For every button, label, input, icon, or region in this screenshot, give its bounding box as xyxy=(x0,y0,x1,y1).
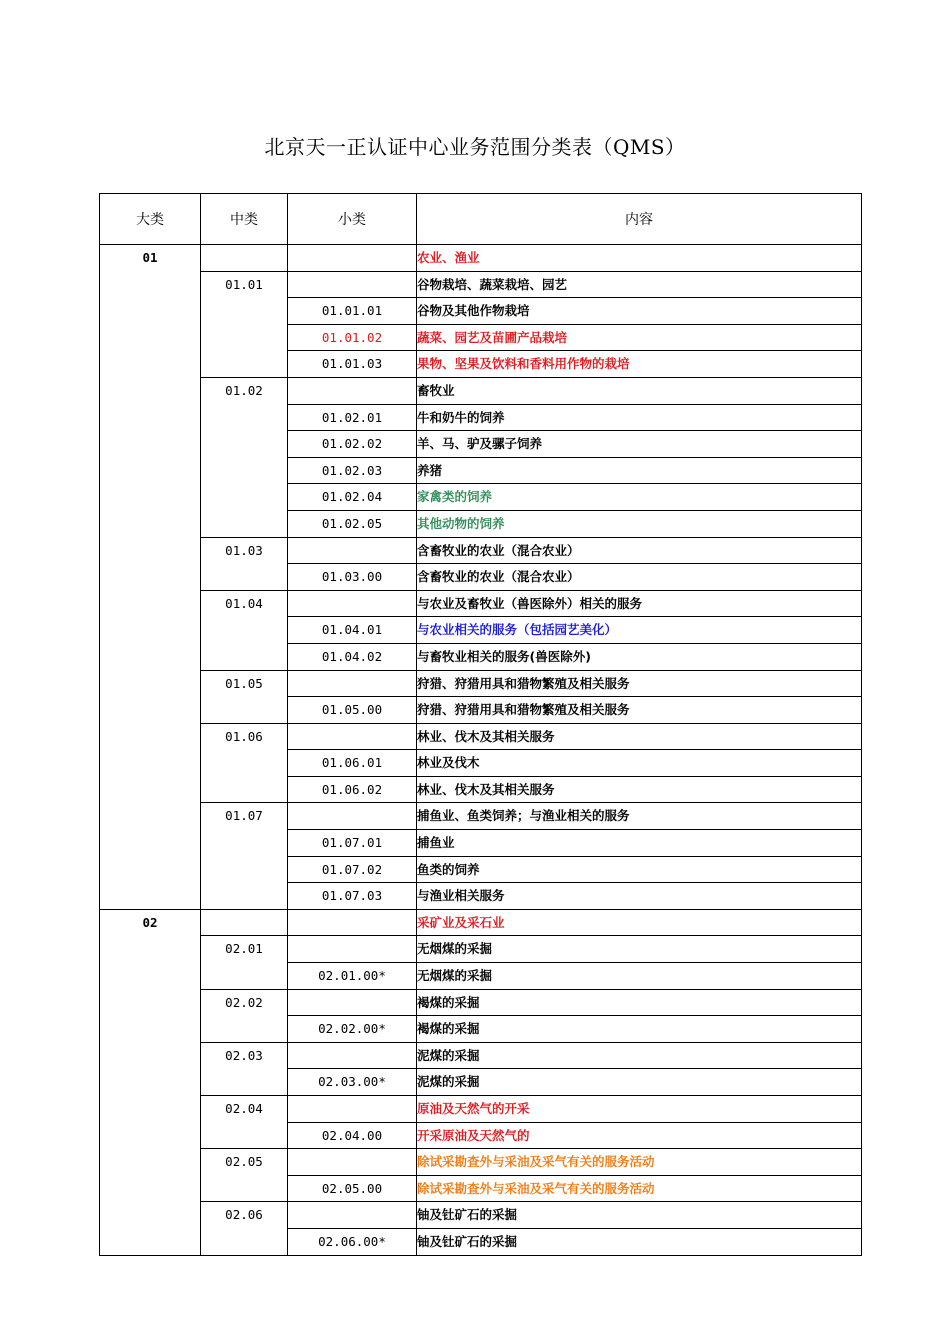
header-row xyxy=(100,194,862,245)
small-category-cell: 01.07.03 xyxy=(288,883,417,910)
content-cell: 狩猎、狩猎用具和猎物繁殖及相关服务 xyxy=(417,697,862,724)
content-cell: 开采原油及天然气的 xyxy=(417,1122,862,1149)
small-category-cell: 01.02.04 xyxy=(288,484,417,511)
mid-category-cell: 02.04 xyxy=(201,1096,288,1149)
small-category-cell xyxy=(288,909,417,936)
content-cell: 其他动物的饲养 xyxy=(417,510,862,537)
mid-category-cell: 01.03 xyxy=(201,537,288,590)
small-category-cell: 01.07.02 xyxy=(288,856,417,883)
table-row xyxy=(100,1149,862,1176)
small-category-cell: 02.03.00* xyxy=(288,1069,417,1096)
small-category-cell: 01.01.01 xyxy=(288,298,417,325)
table-row xyxy=(100,590,862,617)
content-cell: 含畜牧业的农业（混合农业） xyxy=(417,537,862,564)
content-cell: 养猪 xyxy=(417,457,862,484)
content-cell: 谷物栽培、蔬菜栽培、园艺 xyxy=(417,271,862,298)
page-title: 北京天一正认证中心业务范围分类表（QMS） xyxy=(264,135,686,159)
small-category-cell: 01.04.02 xyxy=(288,643,417,670)
mid-category-cell: 01.01 xyxy=(201,271,288,377)
small-category-cell: 01.06.02 xyxy=(288,776,417,803)
mid-category-cell: 02.02 xyxy=(201,989,288,1042)
mid-category-cell: 02.03 xyxy=(201,1042,288,1095)
mid-category-cell: 01.02 xyxy=(201,377,288,537)
mid-category-cell: 01.07 xyxy=(201,803,288,909)
small-category-cell xyxy=(288,377,417,404)
content-cell: 除试采勘查外与采油及采气有关的服务活动 xyxy=(417,1175,862,1202)
content-cell: 与畜牧业相关的服务(兽医除外) xyxy=(417,643,862,670)
table-row xyxy=(100,377,862,404)
small-category-cell: 01.02.01 xyxy=(288,404,417,431)
small-category-cell: 01.05.00 xyxy=(288,697,417,724)
content-cell: 蔬菜、园艺及苗圃产品栽培 xyxy=(417,324,862,351)
mid-category-cell: 02.01 xyxy=(201,936,288,989)
content-cell: 含畜牧业的农业（混合农业） xyxy=(417,564,862,591)
small-category-cell xyxy=(288,1096,417,1123)
mid-category-cell: 02.06 xyxy=(201,1202,288,1255)
big-category-cell: 02 xyxy=(100,909,201,1255)
small-category-cell: 02.01.00* xyxy=(288,963,417,990)
content-cell: 与渔业相关服务 xyxy=(417,883,862,910)
content-cell: 泥煤的采掘 xyxy=(417,1069,862,1096)
content-cell: 铀及钍矿石的采掘 xyxy=(417,1228,862,1255)
content-cell: 林业、伐木及其相关服务 xyxy=(417,723,862,750)
small-category-cell xyxy=(288,1149,417,1176)
content-cell: 家禽类的饲养 xyxy=(417,484,862,511)
small-category-cell xyxy=(288,271,417,298)
content-cell: 原油及天然气的开采 xyxy=(417,1096,862,1123)
small-category-cell xyxy=(288,245,417,272)
content-cell: 与农业及畜牧业（兽医除外）相关的服务 xyxy=(417,590,862,617)
small-category-cell xyxy=(288,1042,417,1069)
table-row xyxy=(100,670,862,697)
mid-category-cell: 01.06 xyxy=(201,723,288,803)
header-content: 内容 xyxy=(417,194,862,245)
content-cell: 无烟煤的采掘 xyxy=(417,963,862,990)
header-small-category: 小类 xyxy=(288,194,417,245)
content-cell: 泥煤的采掘 xyxy=(417,1042,862,1069)
table-row xyxy=(100,936,862,963)
content-cell: 羊、马、驴及骡子饲养 xyxy=(417,431,862,458)
small-category-cell: 01.03.00 xyxy=(288,564,417,591)
table-row xyxy=(100,723,862,750)
small-category-cell xyxy=(288,670,417,697)
small-category-cell: 01.01.02 xyxy=(288,324,417,351)
content-cell: 采矿业及采石业 xyxy=(417,909,862,936)
table-row xyxy=(100,271,862,298)
content-cell: 铀及钍矿石的采掘 xyxy=(417,1202,862,1229)
table-row xyxy=(100,245,862,272)
content-cell: 与农业相关的服务（包括园艺美化） xyxy=(417,617,862,644)
table-row xyxy=(100,1042,862,1069)
big-category-cell: 01 xyxy=(100,245,201,910)
content-cell: 褐煤的采掘 xyxy=(417,989,862,1016)
small-category-cell: 01.02.03 xyxy=(288,457,417,484)
mid-category-cell xyxy=(201,245,288,272)
small-category-cell: 01.04.01 xyxy=(288,617,417,644)
small-category-cell xyxy=(288,1202,417,1229)
small-category-cell: 01.02.05 xyxy=(288,510,417,537)
header-mid-category: 中类 xyxy=(201,194,288,245)
table-row xyxy=(100,1096,862,1123)
content-cell: 鱼类的饲养 xyxy=(417,856,862,883)
content-cell: 狩猎、狩猎用具和猎物繁殖及相关服务 xyxy=(417,670,862,697)
scope-table xyxy=(99,193,862,1256)
table-row xyxy=(100,1202,862,1229)
table-row xyxy=(100,989,862,1016)
small-category-cell: 02.04.00 xyxy=(288,1122,417,1149)
small-category-cell: 01.01.03 xyxy=(288,351,417,378)
content-cell: 农业、渔业 xyxy=(417,245,862,272)
table-row xyxy=(100,537,862,564)
mid-category-cell xyxy=(201,909,288,936)
content-cell: 林业及伐木 xyxy=(417,750,862,777)
header-big-category: 大类 xyxy=(100,194,201,245)
small-category-cell: 01.07.01 xyxy=(288,830,417,857)
mid-category-cell: 01.05 xyxy=(201,670,288,723)
mid-category-cell: 02.05 xyxy=(201,1149,288,1202)
mid-category-cell: 01.04 xyxy=(201,590,288,670)
content-cell: 林业、伐木及其相关服务 xyxy=(417,776,862,803)
content-cell: 谷物及其他作物栽培 xyxy=(417,298,862,325)
table-row xyxy=(100,803,862,830)
table-row xyxy=(100,909,862,936)
content-cell: 除试采勘查外与采油及采气有关的服务活动 xyxy=(417,1149,862,1176)
small-category-cell xyxy=(288,936,417,963)
content-cell: 捕鱼业 xyxy=(417,830,862,857)
small-category-cell: 02.05.00 xyxy=(288,1175,417,1202)
content-cell: 畜牧业 xyxy=(417,377,862,404)
small-category-cell xyxy=(288,590,417,617)
small-category-cell: 02.06.00* xyxy=(288,1228,417,1255)
content-cell: 果物、坚果及饮料和香料用作物的栽培 xyxy=(417,351,862,378)
small-category-cell xyxy=(288,537,417,564)
content-cell: 牛和奶牛的饲养 xyxy=(417,404,862,431)
small-category-cell: 02.02.00* xyxy=(288,1016,417,1043)
small-category-cell: 01.06.01 xyxy=(288,750,417,777)
small-category-cell xyxy=(288,989,417,1016)
small-category-cell xyxy=(288,723,417,750)
content-cell: 捕鱼业、鱼类饲养；与渔业相关的服务 xyxy=(417,803,862,830)
small-category-cell: 01.02.02 xyxy=(288,431,417,458)
content-cell: 褐煤的采掘 xyxy=(417,1016,862,1043)
small-category-cell xyxy=(288,803,417,830)
content-cell: 无烟煤的采掘 xyxy=(417,936,862,963)
